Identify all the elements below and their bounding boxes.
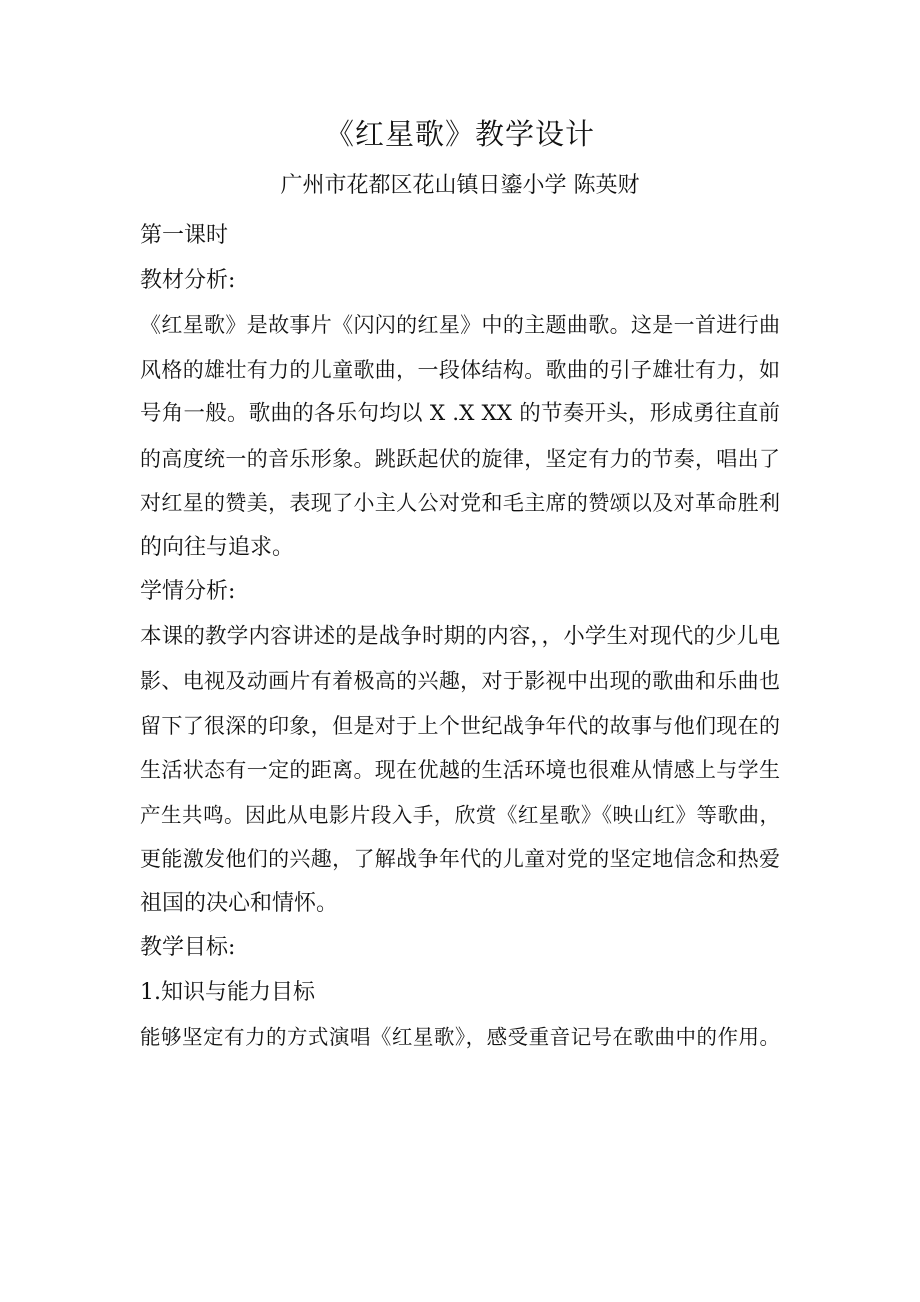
- students-line: 生活状态有一定的距离。现在优越的生活环境也很难从情感上与学生: [140, 758, 780, 782]
- students-paragraph: [140, 615, 780, 927]
- students-heading: 学情分析:: [140, 579, 236, 604]
- material-line: 风格的雄壮有力的儿童歌曲，一段体结构。歌曲的引子雄壮有力，如: [140, 357, 780, 382]
- goals-heading: 教学目标:: [140, 935, 236, 960]
- material-paragraph: [140, 303, 780, 570]
- students-line: 影、电视及动画片有着极高的兴趣，对于影视中出现的歌曲和乐曲也: [140, 669, 780, 693]
- students-line: 留下了很深的印象，但是对于上个世纪战争年代的故事与他们现在的: [140, 713, 780, 738]
- goal-1-heading: 1.知识与能力目标: [140, 979, 315, 1005]
- material-line: 的向往与追求。: [140, 534, 295, 560]
- students-line: 更能激发他们的兴趣，了解战争年代的儿童对党的坚定地信念和热爱: [140, 847, 780, 871]
- goal-1-line: 能够坚定有力的方式演唱《红星歌》，感受重音记号在歌曲中的作用。: [140, 1025, 780, 1049]
- students-line: 祖国的决心和情怀。: [140, 890, 339, 916]
- document-title: 《红星歌》教学设计: [324, 117, 595, 151]
- material-heading: 教材分析:: [140, 267, 236, 293]
- students-line: 产生共鸣。因此从电影片段入手，欣赏《红星歌》《映山红》等歌曲，: [140, 802, 780, 827]
- material-line: 《红星歌》是故事片《闪闪的红星》中的主题曲歌。这是一首进行曲: [140, 313, 780, 337]
- author-line: 广州市花都区花山镇日鎏小学 陈英财: [280, 173, 640, 198]
- material-line: 号角一般。歌曲的各乐句均以 X .X XX 的节奏开头，形成勇往直前: [140, 401, 780, 426]
- material-line: 的高度统一的音乐形象。跳跃起伏的旋律，坚定有力的节奏，唱出了: [140, 446, 780, 471]
- lesson-label: 第一课时: [140, 223, 229, 248]
- document-body: [140, 214, 780, 1060]
- material-line: 对红星的赞美，表现了小主人公对党和毛主席的赞颂以及对革命胜利: [140, 491, 780, 515]
- students-line: 本课的教学内容讲述的是战争时期的内容，，小学生对现代的少儿电: [140, 623, 780, 649]
